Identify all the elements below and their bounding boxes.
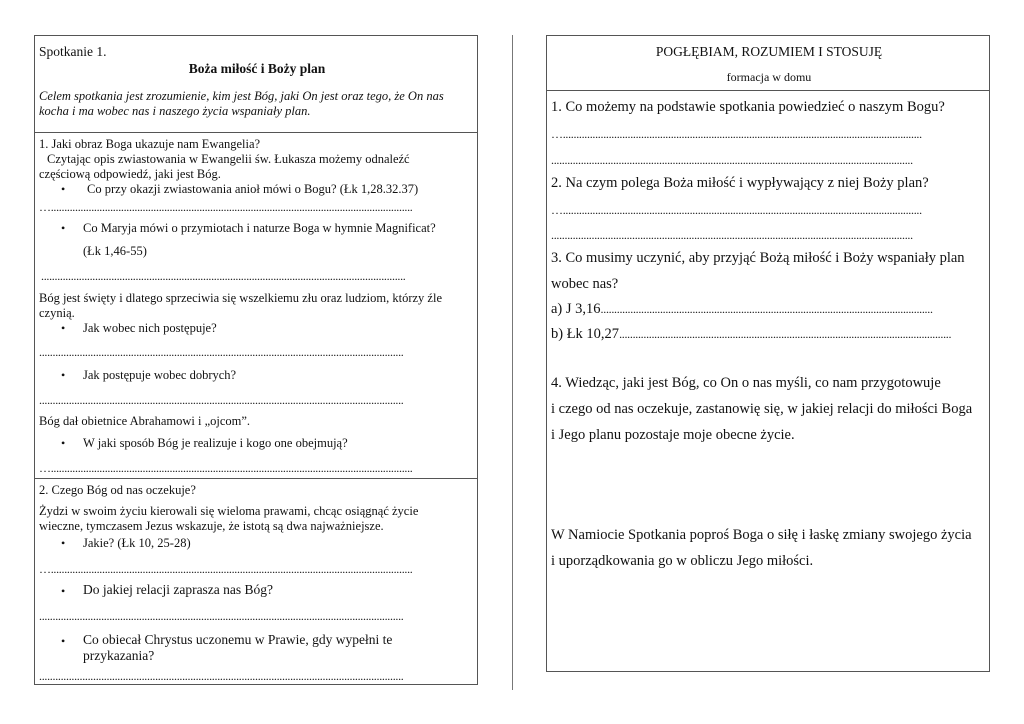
right-panel [546, 35, 990, 672]
right-question-3b [551, 325, 987, 343]
bullet-3-text: Jak wobec nich postępuje? [83, 321, 217, 335]
bullet-7: • [61, 584, 66, 598]
answer-line[interactable]: …...................................................................................................................................... [39, 563, 413, 575]
answer-line[interactable]: ...................................................................................................................................... [551, 154, 913, 166]
meeting-title: Boża miłość i Boży plan [188, 61, 326, 76]
header-divider [35, 132, 477, 133]
right-question-4: 4. Wiedząc, jaki jest Bóg, co On o nas myśli, co nam przygotowuje [551, 375, 941, 391]
answer-line[interactable]: ....................................................................................................................................... [41, 270, 406, 282]
right-subtitle: formacja w domu [726, 70, 812, 84]
bullet-7-text: Do jakiej relacji zaprasza nas Bóg? [83, 582, 274, 597]
paragraph-2: Bóg jest święty i dlatego sprzeciwia się wszelkiemu złu oraz ludziom, którzy źle czynią. [39, 291, 443, 320]
fold-line [512, 35, 513, 690]
closing-line-1: W Namiocie Spotkania poproś Boga o siłę i łaskę zmiany swojego życia [551, 527, 972, 543]
answer-line[interactable]: …..................................................................................................................................... [551, 128, 922, 140]
question-1: 1. Jaki obraz Boga ukazuje nam Ewangelia? [39, 137, 261, 151]
paragraph-4: Żydzi w swoim życiu kierowali się wieloma prawami, chcąc osiągnąć życie wieczne, tymczasem Jezus wskazuje, że istotą są dwa najważniejsze. [39, 504, 419, 533]
answer-line[interactable]: ....................................................................................................................................... [39, 394, 404, 406]
right-question-1: 1. Co możemy na podstawie spotkania powiedzieć o naszym Bogu? [551, 99, 945, 115]
right-title: POGŁĘBIAM, ROZUMIEM I STOSUJĘ [655, 44, 883, 59]
ref-lk1027: b) Łk 10,27 [551, 326, 620, 342]
bullet-6: • [61, 536, 66, 550]
left-panel [34, 35, 478, 685]
bullet-4: • [61, 368, 66, 382]
section-divider [35, 478, 477, 479]
right-question-2: 2. Na czym polega Boża miłość i wypływający z niej Boży plan? [551, 175, 929, 191]
right-question-3-cont: wobec nas? [551, 276, 619, 292]
right-question-4-cont2: i Jego planu pozostaje moje obecne życie. [551, 427, 795, 443]
answer-line[interactable]: …...................................................................................................................................... [39, 462, 413, 474]
answer-line[interactable]: ...................................................................................................................................... [551, 229, 913, 241]
paragraph-3: Bóg dał obietnice Abrahamowi i „ojcom”. [39, 414, 251, 428]
bullet-1-text: Co przy okazji zwiastowania anioł mówi o Bogu? (Łk 1,28.32.37) [87, 182, 419, 196]
answer-line[interactable]: ........................................................................................................................... [600, 302, 933, 316]
question-2: 2. Czego Bóg od nas oczekuje? [39, 483, 196, 497]
answer-line[interactable]: ....................................................................................................................................... [39, 670, 404, 682]
answer-line[interactable]: ....................................................................................................................................... [39, 346, 404, 358]
closing-line-2: i uporządkowania go w obliczu Jego miłości. [551, 553, 814, 569]
answer-line[interactable]: …..................................................................................................................................... [551, 204, 922, 216]
right-header-divider [547, 90, 989, 91]
bullet-2-ref: (Łk 1,46-55) [83, 244, 147, 258]
answer-line[interactable]: ........................................................................................................................... [619, 327, 952, 341]
meeting-goal: Celem spotkania jest zrozumienie, kim jest Bóg, jaki On jest oraz tego, że On nas kocha i ma wobec nas i naszego życia wspaniały plan. [39, 89, 444, 118]
bullet-5: • [61, 436, 66, 450]
bullet-6-text: Jakie? (Łk 10, 25-28) [83, 536, 191, 550]
bullet-2-text: Co Maryja mówi o przymiotach i naturze Boga w hymnie Magnificat? [83, 221, 436, 235]
bullet-5-text: W jaki sposób Bóg je realizuje i kogo one obejmują? [83, 436, 348, 450]
right-question-3: 3. Co musimy uczynić, aby przyjąć Bożą miłość i Boży wspaniały plan [551, 250, 965, 266]
bullet-8: • [61, 634, 66, 648]
paragraph-1: Czytając opis zwiastowania w Ewangelii św. Łukasza możemy odnaleźć częściową odpowiedź, jaki jest Bóg. [39, 152, 410, 181]
right-question-4-cont: i czego od nas oczekuje, zastanowię się, w jakiej relacji do miłości Boga [551, 401, 973, 417]
bullet-8-text: Co obiecał Chrystus uczonemu w Prawie, gdy wypełni te przykazania? [83, 632, 393, 663]
answer-line[interactable]: …...................................................................................................................................... [39, 201, 413, 213]
bullet-2: • [61, 221, 66, 235]
bullet-1: • [61, 182, 66, 196]
meeting-number: Spotkanie 1. [39, 44, 107, 59]
right-question-3a [551, 300, 987, 318]
bullet-4-text: Jak postępuje wobec dobrych? [83, 368, 237, 382]
ref-j316: a) J 3,16 [551, 301, 601, 317]
answer-line[interactable]: ....................................................................................................................................... [39, 610, 404, 622]
bullet-3: • [61, 321, 66, 335]
